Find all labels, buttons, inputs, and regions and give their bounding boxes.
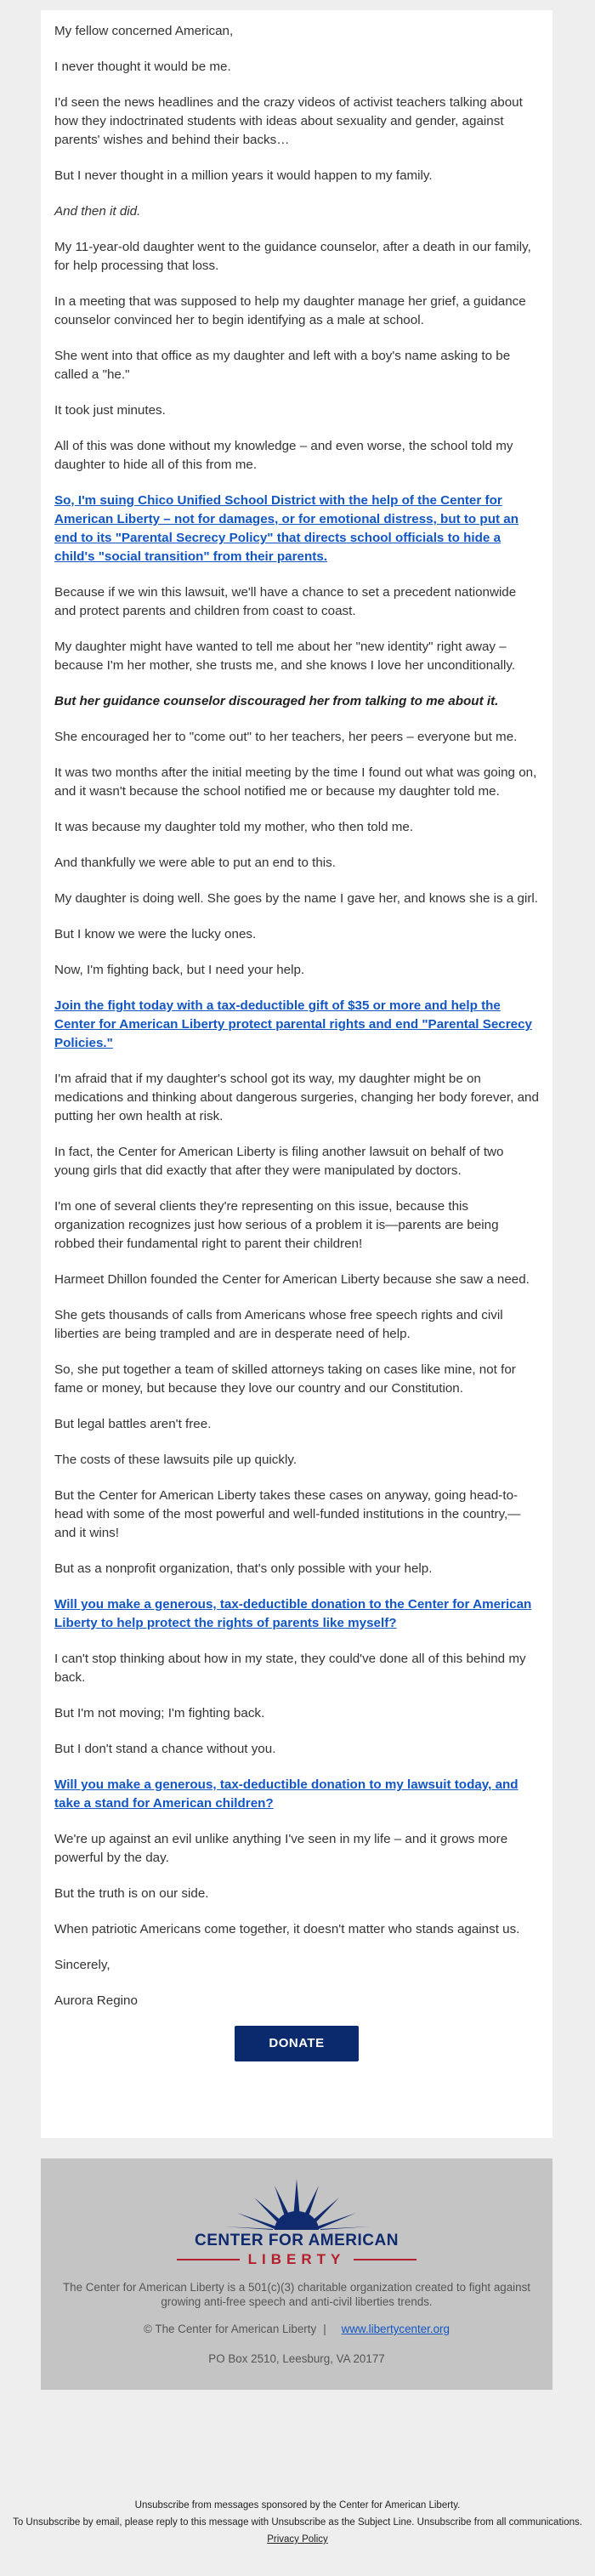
paragraph: So, she put together a team of skilled attorneys taking on cases like mine, not for fame or money, but because they love our country and our Constitution. (54, 1362, 516, 1396)
unsubscribe-section (0, 2497, 595, 2548)
donate-row (54, 2026, 539, 2061)
donate-link-parents[interactable]: Will you make a generous, tax-deductible donation to the Center for American Liberty to help protect the rights of parents like myself? (54, 1597, 532, 1630)
liberty-sunburst-logo-icon (203, 2177, 390, 2230)
footer-copyright-row (41, 2323, 552, 2335)
paragraph: In fact, the Center for American Liberty is filing another lawsuit on behalf of two young girls that did exactly that after they were manipulated by doctors. (54, 1145, 504, 1178)
logo-rule-left (177, 2259, 240, 2260)
letter-card (41, 10, 552, 2138)
paragraph: I'm one of several clients they're representing on this issue, because this organization recognizes just how serious of a problem it is—parents are being robbed their fundamental right to parent their children! (54, 1199, 499, 1251)
paragraph: But legal battles aren't free. (54, 1417, 212, 1431)
paragraph: She gets thousands of calls from Americans whose free speech rights and civil liberties are being trampled and are in desperate need of help. (54, 1308, 503, 1341)
paragraph: But I don't stand a chance without you. (54, 1742, 276, 1756)
paragraph: My daughter is doing well. She goes by the name I gave her, and knows she is a girl. (54, 891, 539, 906)
link-paragraph (54, 492, 539, 566)
paragraph: The costs of these lawsuits pile up quickly. (54, 1453, 298, 1467)
paragraph: I can't stop thinking about how in my state, they could've done all of this behind my back. (54, 1652, 526, 1685)
paragraph: But as a nonprofit organization, that's only possible with your help. (54, 1561, 433, 1576)
paragraph: Harmeet Dhillon founded the Center for American Liberty because she saw a need. (54, 1272, 530, 1287)
paragraph: When patriotic Americans come together, it doesn't matter who stands against us. (54, 1922, 520, 1936)
unsubscribe-text[interactable]: Unsubscribe from messages sponsored by the Center for American Liberty. (134, 2500, 461, 2511)
logo-rule-right (354, 2259, 416, 2260)
paragraph: She encouraged her to "come out" to her teachers, her peers – everyone but me. (54, 730, 518, 744)
website-link[interactable]: www.libertycenter.org (341, 2323, 450, 2335)
join-fight-link[interactable]: Join the fight today with a tax-deductible gift of $35 or more and help the Center for American Liberty protect parental rights and end "Parental Secrecy Policies." (54, 998, 532, 1050)
footer (41, 2158, 552, 2390)
paragraph: It took just minutes. (54, 403, 166, 418)
paragraph: And thankfully we were able to put an end to this. (54, 856, 336, 870)
paragraph-bold-italic: But her guidance counselor discouraged her from talking to me about it. (54, 694, 499, 708)
paragraph: We're up against an evil unlike anything I've seen in my life – and it grows more powerful by the day. (54, 1832, 508, 1865)
paragraph: It was because my daughter told my mother, who then told me. (54, 820, 414, 834)
signature: Aurora Regino (54, 1993, 138, 2008)
link-paragraph (54, 1776, 539, 1813)
unsubscribe-email-text[interactable]: To Unsubscribe by email, please reply to this message with Unsubscribe as the Subject Line. Unsubscribe from all communications. (13, 2517, 582, 2528)
footer-mission: The Center for American Liberty is a 501(c)(3) charitable organization created to fight against growing anti-free speech and anti-civil liberties trends. (62, 2281, 531, 2308)
footer-copyright: © The Center for American Liberty (144, 2323, 317, 2335)
paragraph: But the truth is on our side. (54, 1886, 209, 1901)
closing: Sincerely, (54, 1958, 110, 1972)
footer-address: PO Box 2510, Leesburg, VA 20177 (208, 2352, 385, 2365)
link-paragraph (54, 997, 539, 1053)
footer-separator: | (323, 2323, 326, 2335)
paragraph: I'd seen the news headlines and the crazy videos of activist teachers talking about how they indoctrinated students with ideas about sexuality and gender, against parents' wishes and behind their backs… (54, 95, 523, 147)
link-paragraph (54, 1595, 539, 1633)
logo-text-bottom (41, 2251, 552, 2268)
logo-text-top: CENTER FOR AMERICAN (195, 2232, 399, 2249)
lawsuit-link[interactable]: So, I'm suing Chico Unified School District with the help of the Center for American Liberty – not for damages, or for emotional distress, but to put an end to its "Parental Secrecy Policy" that directs school officials to hide a child's "social transition" from their parents. (54, 493, 518, 564)
logo-liberty: LIBERTY (247, 2251, 346, 2267)
paragraph: In a meeting that was supposed to help my daughter manage her grief, a guidance counselor convinced her to begin identifying as a male at school. (54, 294, 526, 327)
paragraph: All of this was done without my knowledge – and even worse, the school told my daughter to hide all of this from me. (54, 439, 513, 472)
paragraph: Because if we win this lawsuit, we'll have a chance to set a precedent nationwide and protect parents and children from coast to coast. (54, 585, 517, 618)
greeting: My fellow concerned American, (54, 24, 234, 38)
paragraph: But I never thought in a million years it would happen to my family. (54, 168, 433, 183)
paragraph: I'm afraid that if my daughter's school got its way, my daughter might be on medications and thinking about dangerous surgeries, changing her body forever, and putting her own health at risk. (54, 1072, 539, 1123)
paragraph: It was two months after the initial meeting by the time I found out what was going on, and it wasn't because the school notified me or because my daughter told me. (54, 765, 537, 799)
paragraph: My daughter might have wanted to tell me about her "new identity" right away – because I'm her mother, she trusts me, and she knows I love her unconditionally. (54, 640, 516, 673)
paragraph: But the Center for American Liberty takes these cases on anyway, going head-to-head with some of the most powerful and well-funded institutions in the country,—and it wins! (54, 1488, 521, 1540)
paragraph: My 11-year-old daughter went to the guidance counselor, after a death in our family, for help processing that loss. (54, 240, 531, 273)
paragraph: She went into that office as my daughter and left with a boy's name asking to be called a "he." (54, 349, 511, 382)
paragraph: I never thought it would be me. (54, 60, 231, 74)
privacy-policy-link[interactable]: Privacy Policy (267, 2534, 328, 2545)
paragraph: Now, I'm fighting back, but I need your help. (54, 963, 305, 977)
paragraph: But I'm not moving; I'm fighting back. (54, 1706, 265, 1720)
donate-button[interactable]: DONATE (235, 2026, 359, 2061)
paragraph: But I know we were the lucky ones. (54, 927, 257, 941)
paragraph-italic: And then it did. (54, 204, 141, 219)
donate-link-lawsuit[interactable]: Will you make a generous, tax-deductible donation to my lawsuit today, and take a stand for American children? (54, 1777, 518, 1811)
